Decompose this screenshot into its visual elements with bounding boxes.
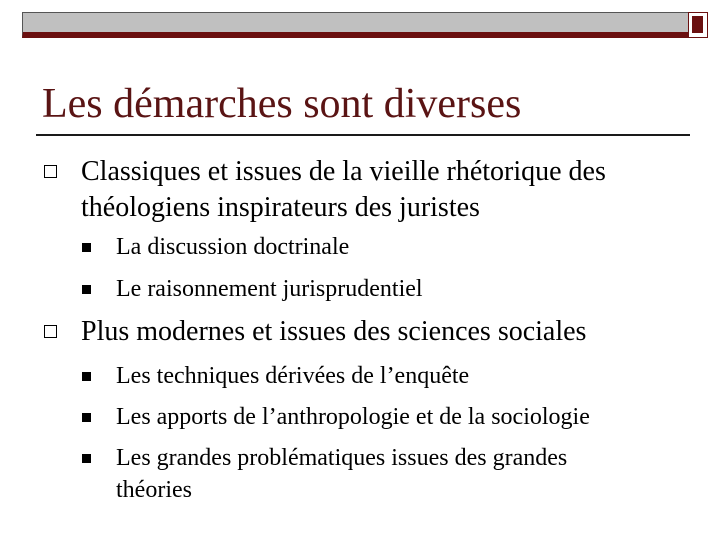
bullet-2-sub-2: Les apports de l’anthropologie et de la sociologie xyxy=(116,404,590,430)
bullet-1-sub-2: Le raisonnement jurisprudentiel xyxy=(116,276,423,302)
filled-square-bullet-icon xyxy=(82,413,91,422)
bullet-2-sub-1: Les techniques dérivées de l’enquête xyxy=(116,363,470,389)
header-decoration-band xyxy=(22,12,688,38)
corner-square-decoration xyxy=(688,12,708,38)
bullet-2-sub-3-line-1: Les grandes problématiques issues des grandes xyxy=(116,445,568,471)
bullet-2-line-1: Plus modernes et issues des sciences sociales xyxy=(81,316,587,347)
bullet-1-sub-1: La discussion doctrinale xyxy=(116,234,350,260)
title-divider xyxy=(36,134,690,136)
corner-square-fill xyxy=(692,16,703,33)
filled-square-bullet-icon xyxy=(82,243,91,252)
hollow-square-bullet-icon xyxy=(44,165,57,178)
bullet-1-line-1: Classiques et issues de la vieille rhétorique des xyxy=(81,156,606,187)
hollow-square-bullet-icon xyxy=(44,325,57,338)
slide-title: Les démarches sont diverses xyxy=(42,81,522,127)
filled-square-bullet-icon xyxy=(82,372,91,381)
filled-square-bullet-icon xyxy=(82,285,91,294)
bullet-1-line-2: théologiens inspirateurs des juristes xyxy=(81,192,480,223)
bullet-2-sub-3-line-2: théories xyxy=(116,477,192,503)
filled-square-bullet-icon xyxy=(82,454,91,463)
